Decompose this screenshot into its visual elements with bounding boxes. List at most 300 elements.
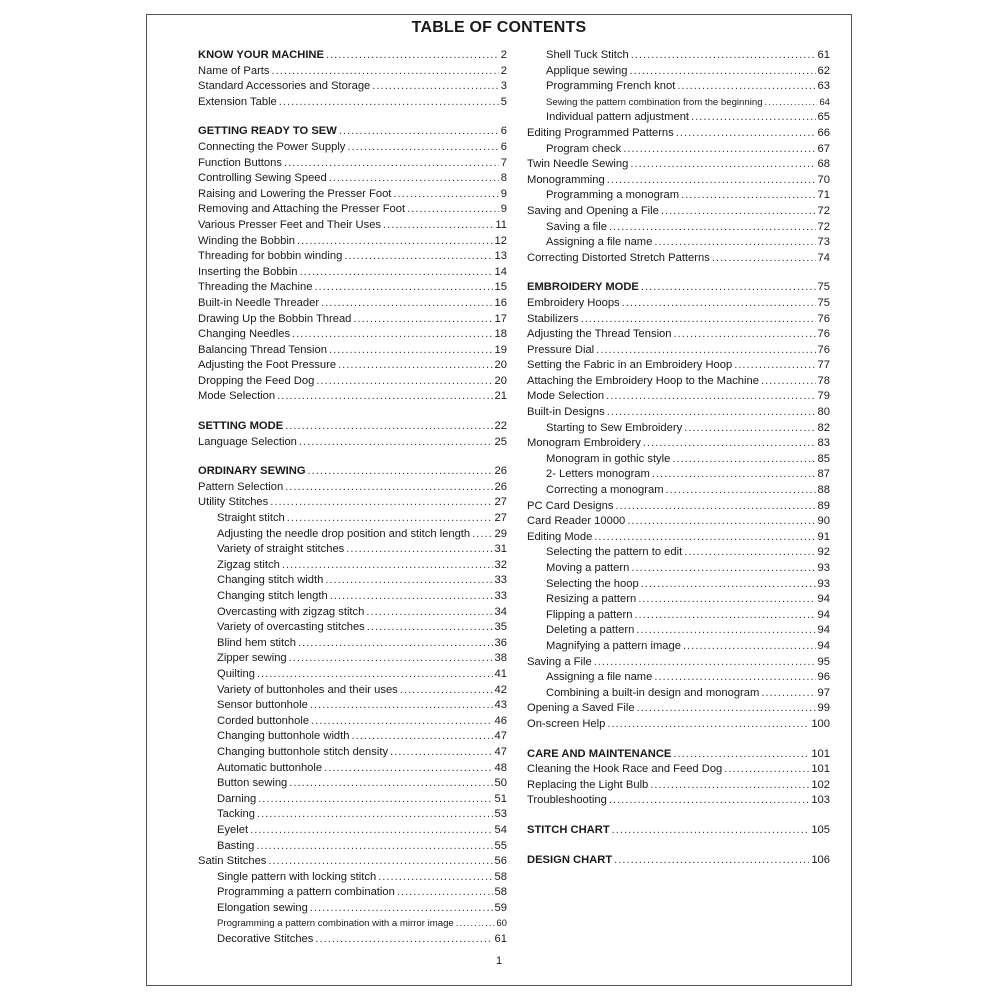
toc-entry-threading-the-machine [198,280,507,296]
toc-entry-title: EMBROIDERY MODE [527,281,639,294]
toc-entry-title: Changing stitch width [217,574,324,587]
toc-entry-editing-programmed-patterns [527,126,830,142]
toc-entry-title: Button sewing [217,777,288,790]
toc-entry-title: Troubleshooting [527,794,607,807]
toc-entry-title: On-screen Help [527,717,606,730]
toc-page-number: 106 [811,853,830,866]
dot-leader [677,79,815,95]
toc-entry-title: Deleting a pattern [546,624,635,637]
toc-page-number: 77 [817,359,830,372]
toc-page-number: 51 [494,792,507,805]
toc-page-number: 33 [494,590,507,602]
toc-entry-zipper-sewing [198,651,507,667]
toc-section-stitch-chart [527,823,830,839]
toc-page-number: 72 [817,220,830,233]
toc-page-number: 75 [817,296,830,309]
toc-entry-title: Saving a file [546,220,607,233]
dot-leader [638,592,815,608]
toc-entry-variety-of-straight-stitches [198,542,507,558]
toc-page-number: 74 [817,251,830,264]
toc-entry-adjusting-the-needle-drop-position-and-stitch-length [198,527,507,543]
dot-leader [673,747,809,763]
toc-entry-resizing-a-pattern [527,592,830,608]
toc-entry-automatic-buttonhole [198,761,507,777]
toc-entry-embroidery-hoops [527,296,830,312]
toc-entry-title: Adjusting the Foot Pressure [198,359,337,372]
toc-page-number: 96 [817,671,830,684]
toc-entry-title: PC Card Designs [527,499,614,512]
toc-entry-monogram-in-gothic-style [527,452,830,468]
toc-entry-adjusting-the-thread-tension [527,327,830,343]
toc-entry-title: Threading the Machine [198,281,313,294]
toc-entry-magnifying-a-pattern-image [527,639,830,655]
toc-entry-mode-selection [198,389,507,405]
toc-entry-title: Sewing the pattern combination from the beginning [546,96,763,108]
toc-page-number: 95 [817,655,830,668]
toc-entry-title: Eyelet [217,823,249,836]
toc-entry-title: Removing and Attaching the Presser Foot [198,203,406,216]
toc-entry-title: Function Buttons [198,156,282,169]
dot-leader [367,620,493,636]
toc-page-number: 47 [494,745,507,758]
toc-page-number: 82 [817,421,830,434]
toc-entry-programming-a-pattern-combination [198,885,507,901]
toc-page-number: 42 [494,683,507,696]
toc-entry-title: Balancing Thread Tension [198,343,327,356]
toc-page-number: 83 [817,437,830,450]
dot-leader [390,745,493,761]
toc-entry-title: Utility Stitches [198,496,269,509]
toc-page-number: 67 [817,142,830,155]
dot-leader [383,218,493,234]
page-title: TABLE OF CONTENTS [411,19,587,36]
toc-page-number: 72 [817,204,830,217]
toc-entry-title: Shell Tuck Stitch [546,49,629,61]
dot-leader [630,157,815,173]
toc-page-number: 11 [495,218,507,231]
toc-section-embroidery-mode [527,280,830,296]
toc-entry-sensor-buttonhole [198,698,507,714]
toc-entry-title: Threading for bobbin winding [198,250,343,263]
toc-page-number: 20 [494,359,507,372]
toc-entry-title: KNOW YOUR MACHINE [198,49,324,61]
toc-page-number: 85 [817,452,830,465]
dot-leader [636,623,815,639]
toc-entry-changing-stitch-width [198,573,507,589]
toc-entry-variety-of-overcasting-stitches [198,620,507,636]
document-page [146,14,852,986]
dot-leader [581,312,816,328]
toc-entry-cleaning-the-hook-race-and-feed-dog [527,762,830,778]
toc-entry-basting [198,839,507,855]
toc-section-ordinary-sewing [198,464,507,480]
toc-entry-title: Elongation sewing [217,901,308,914]
dot-leader [761,686,815,702]
toc-entry-moving-a-pattern [527,561,830,577]
dot-leader [289,776,492,792]
dot-leader [654,670,815,686]
toc-entry-elongation-sewing [198,901,507,917]
dot-leader [637,701,816,717]
toc-page-number: 94 [817,593,830,606]
toc-entry-assigning-a-file-name [527,670,830,686]
toc-entry-title: Built-in Needle Threader [198,296,320,309]
dot-leader [315,932,492,948]
toc-entry-overcasting-with-zigzag-stitch [198,605,507,621]
toc-page-number: 25 [494,435,507,448]
toc-page-number: 55 [494,839,507,852]
toc-entry-changing-stitch-length [198,589,507,605]
toc-page-number: 6 [500,125,507,138]
toc-entry-combining-a-built-in-design-and-monogram [527,686,830,702]
toc-page-number: 59 [494,901,507,914]
dot-leader [285,480,492,496]
toc-entry-title: Pattern Selection [198,480,284,493]
dot-leader [627,514,815,530]
dot-leader [734,358,815,374]
toc-entry-title: Various Presser Feet and Their Uses [198,218,382,231]
toc-entry-title: Connecting the Power Supply [198,140,346,153]
toc-entry-editing-mode [527,530,830,546]
toc-entry-applique-sewing [527,64,830,80]
dot-leader [311,714,492,730]
toc-page-number: 88 [817,484,830,497]
toc-page-number: 94 [817,608,830,621]
toc-entry-title: Changing buttonhole width [217,730,350,743]
toc-entry-removing-and-attaching-the-presser-foot [198,202,507,218]
toc-left-column [198,48,507,948]
toc-entry-title: Corded buttonhole [217,714,310,727]
toc-entry-title: Dropping the Feed Dog [198,374,315,387]
toc-page-number: 58 [494,870,507,883]
toc-entry-2-letters-monogram [527,467,830,483]
toc-page-number: 2 [500,49,507,61]
toc-page-number: 6 [500,140,507,153]
toc-page-number: 7 [500,156,507,169]
toc-page-number: 16 [494,296,507,309]
dot-leader [325,573,492,589]
toc-entry-replacing-the-light-bulb [527,778,830,794]
toc-page-number: 71 [817,189,830,202]
toc-page-number: 29 [494,527,507,540]
dot-leader [622,296,816,312]
toc-page-number: 94 [817,639,830,652]
toc-entry-raising-and-lowering-the-presser-foot [198,187,507,203]
toc-page-number: 33 [494,574,507,587]
toc-page-number: 76 [817,328,830,341]
toc-entry-name-of-parts [198,64,507,80]
toc-entry-title: CARE AND MAINTENANCE [527,747,672,760]
dot-leader [297,234,493,250]
toc-entry-pattern-selection [198,480,507,496]
toc-entry-title: Selecting the pattern to edit [546,546,683,559]
dot-leader [257,807,493,823]
toc-entry-twin-needle-sewing [527,157,830,173]
toc-page-number: 62 [817,64,830,77]
dot-leader [612,823,810,839]
dot-leader [676,126,816,142]
dot-leader [672,452,815,468]
toc-entry-title: Tacking [217,808,255,821]
dot-leader [372,79,498,95]
toc-entry-title: Quilting [217,667,255,680]
toc-page-number: 35 [494,621,507,634]
toc-entry-saving-and-opening-a-file [527,204,830,220]
toc-entry-title: Monogram in gothic style [546,452,671,465]
dot-leader [310,901,493,917]
dot-leader [277,389,492,405]
dot-leader [594,655,816,671]
toc-entry-title: Saving and Opening a File [527,204,659,217]
toc-entry-darning [198,792,507,808]
toc-entry-flipping-a-pattern [527,608,830,624]
toc-page-number: 91 [817,530,830,543]
dot-leader [765,95,818,111]
toc-page-number: 56 [494,855,507,868]
toc-entry-card-reader-10000 [527,514,830,530]
toc-entry-controlling-sewing-speed [198,171,507,187]
toc-entry-built-in-designs [527,405,830,421]
toc-entry-title: ORDINARY SEWING [198,465,306,478]
toc-page-number: 46 [494,714,507,727]
toc-page-number: 66 [817,126,830,139]
toc-entry-variety-of-buttonholes-and-their-uses [198,683,507,699]
toc-entry-title: Name of Parts [198,64,270,77]
toc-page-number: 22 [494,420,507,433]
toc-entry-title: Program check [546,142,622,155]
toc-page-number: 89 [817,499,830,512]
toc-entry-title: SETTING MODE [198,420,284,433]
toc-entry-title: Decorative Stitches [217,933,314,946]
toc-entry-tacking [198,807,507,823]
toc-page-number: 43 [494,699,507,712]
toc-page-number: 15 [494,281,507,294]
toc-entry-title: Adjusting the Thread Tension [527,328,672,341]
toc-entry-title: Stabilizers [527,312,579,325]
toc-page-number: 32 [494,558,507,571]
toc-entry-selecting-the-hoop [527,577,830,593]
dot-leader [250,823,492,839]
toc-entry-language-selection [198,435,507,451]
toc-page-number: 26 [494,480,507,493]
dot-leader [272,64,499,80]
toc-page-number: 2 [500,64,507,77]
toc-entry-saving-a-file [527,220,830,236]
toc-page-number: 79 [817,390,830,403]
toc-entry-title: Setting the Fabric in an Embroidery Hoop [527,359,733,372]
dot-leader [326,48,499,64]
dot-leader [629,64,815,80]
dot-leader [674,327,816,343]
dot-leader [279,95,499,111]
toc-entry-extension-table [198,95,507,111]
toc-page-number: 97 [817,686,830,699]
toc-entry-title: Controlling Sewing Speed [198,172,327,185]
toc-entry-title: Raising and Lowering the Presser Foot [198,187,392,200]
toc-entry-programming-a-monogram [527,188,830,204]
dot-leader [378,870,492,886]
toc-page-number: 34 [494,605,507,618]
toc-entry-title: STITCH CHART [527,823,610,836]
toc-page-number: 63 [817,80,830,93]
dot-leader [724,762,809,778]
toc-entry-pc-card-designs [527,499,830,515]
dot-leader [607,173,816,189]
toc-entry-button-sewing [198,776,507,792]
toc-entry-corded-buttonhole [198,714,507,730]
toc-page-number: 18 [494,328,507,341]
toc-page-number: 64 [819,96,830,108]
dot-leader [661,204,816,220]
dot-leader [641,577,816,593]
dot-leader [256,839,492,855]
toc-page-number: 103 [811,794,830,807]
dot-leader [761,374,816,390]
toc-entry-title: Inserting the Bobbin [198,265,298,278]
toc-right-column [527,48,830,868]
dot-leader [393,187,498,203]
dot-leader [650,778,809,794]
toc-page-number: 38 [494,652,507,665]
toc-entry-dropping-the-feed-dog [198,374,507,390]
toc-entry-drawing-up-the-bobbin-thread [198,312,507,328]
toc-entry-title: Zipper sewing [217,652,287,665]
toc-entry-built-in-needle-threader [198,296,507,312]
toc-entry-title: Blind hem stitch [217,636,296,649]
toc-entry-stabilizers [527,312,830,328]
toc-page-number: 100 [811,717,830,730]
toc-entry-title: Resizing a pattern [546,593,637,606]
toc-entry-individual-pattern-adjustment [527,110,830,126]
toc-entry-assigning-a-file-name [527,235,830,251]
toc-entry-title: Assigning a file name [546,671,653,684]
toc-entry-title: Saving a File [527,655,592,668]
toc-entry-shell-tuck-stitch [527,48,830,64]
dot-leader [324,761,492,777]
toc-entry-title: Selecting the hoop [546,577,639,590]
dot-leader [329,343,493,359]
toc-entry-function-buttons [198,156,507,172]
dot-leader [456,916,495,932]
toc-page-number: 101 [811,747,830,760]
toc-entry-title: Programming a pattern combination with a mirror image [217,918,454,930]
toc-entry-title: Satin Stitches [198,855,267,868]
toc-section-design-chart [527,853,830,869]
toc-entry-title: Starting to Sew Embroidery [546,421,683,434]
toc-page-number: 78 [817,374,830,387]
toc-entry-title: Card Reader 10000 [527,515,626,528]
toc-page-number: 102 [811,778,830,791]
toc-entry-adjusting-the-foot-pressure [198,358,507,374]
dot-leader [353,312,492,328]
toc-entry-winding-the-bobbin [198,234,507,250]
toc-page-number: 19 [494,343,507,356]
toc-entry-title: Built-in Designs [527,406,605,419]
toc-entry-title: Variety of straight stitches [217,543,345,556]
dot-leader [299,435,493,451]
toc-page-number: 13 [494,250,507,263]
toc-page-number: 58 [494,886,507,899]
dot-leader [314,280,492,296]
dot-leader [316,374,492,390]
toc-page-number: 80 [817,406,830,419]
toc-section-care-and-maintenance [527,747,830,763]
toc-entry-saving-a-file [527,655,830,671]
toc-page-number: 60 [496,918,507,930]
dot-leader [684,545,815,561]
toc-page-number: 9 [500,203,507,216]
toc-entry-title: Monogramming [527,173,605,186]
toc-entry-title: Editing Mode [527,530,593,543]
dot-leader [268,854,492,870]
toc-entry-blind-hem-stitch [198,636,507,652]
toc-page-number: 54 [494,823,507,836]
toc-page-number: 53 [494,808,507,821]
toc-entry-single-pattern-with-locking-stitch [198,870,507,886]
toc-page-number: 68 [817,158,830,171]
toc-entry-changing-needles [198,327,507,343]
toc-page-number: 70 [817,173,830,186]
toc-entry-title: Moving a pattern [546,562,630,574]
toc-entry-title: Magnifying a pattern image [546,639,681,652]
dot-leader [347,140,498,156]
toc-entry-opening-a-saved-file [527,701,830,717]
toc-entry-satin-stitches [198,854,507,870]
toc-entry-title: Mode Selection [198,390,276,403]
toc-entry-monogram-embroidery [527,436,830,452]
toc-page-number: 87 [817,468,830,481]
toc-page-number: 3 [500,80,507,93]
toc-entry-title: Replacing the Light Bulb [527,778,649,791]
dot-leader [606,389,815,405]
toc-entry-title: Applique sewing [546,64,628,77]
dot-leader [615,499,815,515]
toc-entry-title: Programming French knot [546,80,676,93]
dot-leader [270,495,492,511]
dot-leader [623,142,815,158]
toc-page-number: 105 [811,823,830,836]
dot-leader [339,124,499,140]
dot-leader [631,561,815,577]
toc-entry-title: 2- Letters monogram [546,468,650,481]
dot-leader [684,421,815,437]
toc-entry-standard-accessories-and-storage [198,79,507,95]
toc-entry-utility-stitches [198,495,507,511]
toc-entry-title: Assigning a file name [546,236,653,249]
toc-page-number: 17 [494,312,507,325]
toc-entry-title: Flipping a pattern [546,608,633,621]
dot-leader [352,729,493,745]
dot-leader [310,698,493,714]
toc-page-number: 92 [817,546,830,559]
toc-entry-title: Automatic buttonhole [217,761,323,774]
toc-page-number: 31 [494,543,507,556]
dot-leader [257,667,493,683]
toc-entry-title: Attaching the Embroidery Hoop to the Machine [527,374,759,387]
toc-entry-title: Sensor buttonhole [217,699,308,712]
dot-leader [643,436,816,452]
toc-entry-inserting-the-bobbin [198,265,507,281]
toc-entry-pressure-dial [527,343,830,359]
toc-entry-connecting-the-power-supply [198,140,507,156]
toc-entry-quilting [198,667,507,683]
dot-leader [344,249,492,265]
toc-page-number: 47 [494,730,507,743]
toc-entry-eyelet [198,823,507,839]
toc-entry-title: Standard Accessories and Storage [198,80,371,93]
toc-section-setting-mode [198,419,507,435]
toc-entry-title: Winding the Bobbin [198,234,296,247]
